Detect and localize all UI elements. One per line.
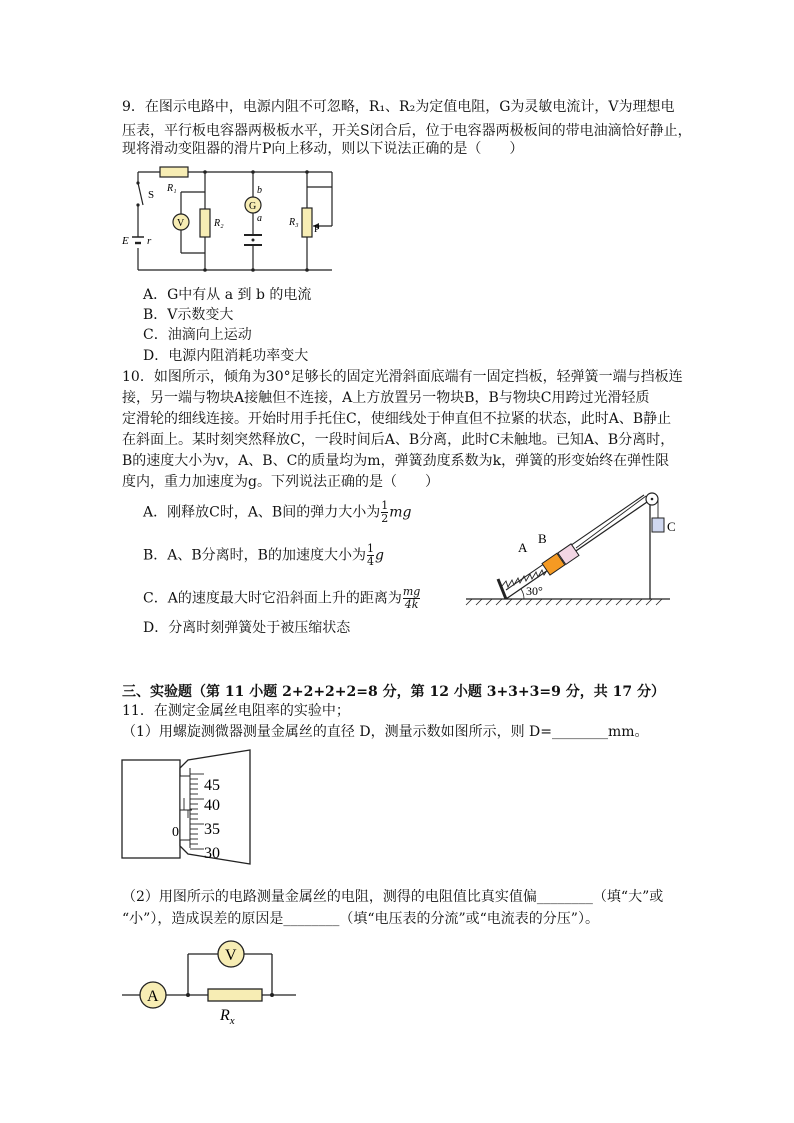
q10-option-c[interactable] <box>143 586 421 611</box>
label-galvanometer: G <box>249 201 257 212</box>
q11-line-1: 11．在测定金属丝电阻率的实验中； <box>122 703 350 719</box>
q10-line-6: 度内，重力加速度为g。下列说法正确的是（ ） <box>122 474 439 490</box>
label-voltmeter-q11: V <box>225 947 237 964</box>
label-ammeter: A <box>147 988 159 1005</box>
q10-option-c-fraction: $\frac{mg}{4k}$ <box>402 585 421 611</box>
label-emf: E <box>122 235 129 247</box>
q10-option-b-text: B．A、B分离时，B的加速度大小为 <box>143 547 366 564</box>
label-block-a: A <box>518 540 528 555</box>
q9-option-c[interactable]: C．油滴向上运动 <box>143 327 252 343</box>
label-b-terminal: b <box>257 185 262 196</box>
q9-line-3: 现将滑动变阻器的滑片P向上移动，则以下说法正确的是（ ） <box>122 141 524 157</box>
q10-line-4: 在斜面上。某时刻突然释放C，一段时间后A、B分离，此时C未触地。已知A、B分离时， <box>122 432 675 448</box>
label-sleeve-zero: 0 <box>172 825 179 840</box>
q9-line-2: 压表，平行板电容器两极板水平，开关S闭合后，位于电容器两极板间的带电油滴恰好静止， <box>122 123 692 139</box>
label-thimble-40: 40 <box>204 797 220 814</box>
label-r1: R₁ <box>167 183 177 194</box>
q10-option-d[interactable]: D．分离时刻弹簧处于被压缩状态 <box>143 620 351 636</box>
label-block-c: C <box>667 519 676 534</box>
q10-line-1: 10．如图所示，倾角为30°足够长的固定光滑斜面底端有一固定挡板，轻弹簧一端与挡板连 <box>122 369 683 385</box>
label-slider-p: P <box>314 224 320 235</box>
label-switch: S <box>148 189 155 201</box>
q11-part-2-line-1: （2）用图所示的电路测量金属丝的电阻，测得的电阻值比真实值偏________（填“大”或 <box>122 889 664 905</box>
label-block-b: B <box>538 531 547 546</box>
label-rx: $R_x$ <box>220 1007 235 1027</box>
q9-line-1: 9．在图示电路中，电源内阻不可忽略，R₁、R₂为定值电阻，G为灵敏电流计，V为理想电 <box>122 99 675 115</box>
label-a-terminal: a <box>257 213 262 224</box>
q10-option-c-text: C．A的速度最大时它沿斜面上升的距离为 <box>143 590 402 607</box>
q9-option-b[interactable]: B．V示数变大 <box>143 307 234 323</box>
q10-line-5: B的速度大小为v，A、B、C的质量均为m，弹簧劲度系数为k，弹簧的形变始终在弹性限 <box>122 453 670 469</box>
q10-option-a[interactable]: A．刚释放C时，A、B间的弹力大小为 $\frac{1}{2}$ mg <box>143 499 412 525</box>
label-r2: R₂ <box>214 218 224 229</box>
q11-part-1: （1）用螺旋测微器测量金属丝的直径 D，测量示数如图所示，则 D=________mm。 <box>122 724 649 740</box>
label-thimble-35: 35 <box>204 821 220 838</box>
q9-option-d[interactable]: D．电源内阻消耗功率变大 <box>143 348 309 364</box>
q10-line-2: 接，另一端与物块A接触但不连接，A上方放置另一物块B，B与物块C用跨过光滑轻质 <box>122 390 650 406</box>
label-thimble-45: 45 <box>204 777 220 794</box>
label-r3: R₃ <box>289 217 299 228</box>
q10-option-a-text: A．刚释放C时，A、B间的弹力大小为 <box>143 504 381 521</box>
label-internal-r: r <box>147 235 152 247</box>
q10-line-3: 定滑轮的细线连接。开始时用手托住C，使细线处于伸直但不拉紧的状态，此时A、B静止 <box>122 411 672 427</box>
q9-circuit-diagram <box>115 165 345 277</box>
label-angle: 30° <box>526 584 543 598</box>
q11-micrometer-figure <box>118 748 254 866</box>
q10-option-b-fraction: $\frac{1}{4}$ <box>366 542 374 568</box>
q10-option-a-fraction: $\frac{1}{2}$ <box>381 499 389 525</box>
q10-incline-figure <box>462 486 674 608</box>
q11-ammeter-voltmeter-circuit <box>120 936 300 1026</box>
section-3-heading: 三、实验题（第 11 小题 2+2+2+2=8 分，第 12 小题 3+3+3=9 分，共 17 分） <box>122 684 665 700</box>
q11-part-2-line-2: “小”），造成误差的原因是________（填“电压表的分流”或“电流表的分压”）。 <box>122 911 599 927</box>
label-thimble-30: 30 <box>204 845 220 862</box>
q10-option-b[interactable]: B．A、B分离时，B的加速度大小为 $\frac{1}{4}$ g <box>143 542 384 568</box>
q9-option-a[interactable]: A．G中有从 a 到 b 的电流 <box>143 287 312 303</box>
label-voltmeter: V <box>177 218 185 229</box>
